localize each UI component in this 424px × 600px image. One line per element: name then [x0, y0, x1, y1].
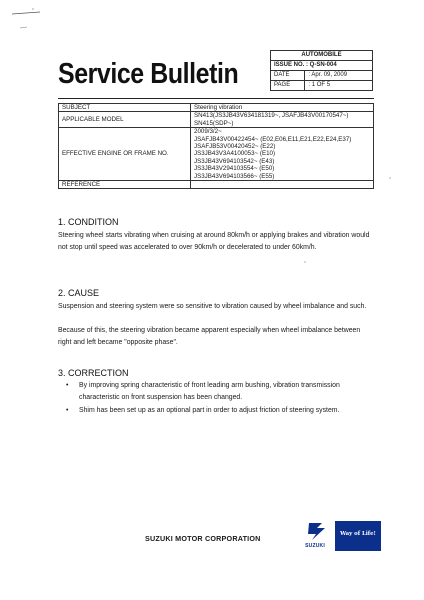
subject-label: SUBJECT [59, 104, 191, 112]
date-label: DATE [271, 71, 305, 81]
model-line: SN415(SDP~) [194, 119, 234, 127]
cause-text-2: Because of this, the steering vibration became apparent especially when wheel imbalance between right and left became "opposite phase". [58, 327, 361, 346]
bullet-icon: • [66, 382, 69, 389]
reference-value [191, 181, 374, 189]
cause-heading: 2. CAUSE [58, 288, 100, 298]
slogan-text: Way of Life! [340, 531, 376, 537]
engine-line: JS3JB43V694103542~ (E43) [194, 157, 275, 165]
reference-row [59, 181, 374, 189]
subject-value: Steering vibration [191, 104, 374, 112]
slogan-badge [335, 521, 381, 551]
model-label: APPLICABLE MODEL [59, 112, 191, 128]
subject-row [59, 104, 374, 112]
engine-value [191, 128, 374, 181]
engine-line: 2009/3/2~ [194, 128, 222, 136]
bullet-icon: • [66, 406, 69, 414]
list-item [58, 405, 374, 417]
condition-text: Steering wheel starts vibrating when cruising at around 80km/h or applying brakes and vibration would not stop until speed was accelerated to over 90km/h or decelerated to under 60km/h. [58, 232, 370, 251]
engine-line: JS3JB43V3A4100053~ (E10) [194, 150, 276, 158]
page-title: Service Bulletin [58, 58, 239, 90]
category-label: AUTOMOBILE [271, 51, 373, 61]
date-value: : Apr. 09, 2009 [305, 71, 373, 81]
page-label: PAGE [271, 81, 305, 91]
cause-text-1: Suspension and steering system were so sensitive to vibration caused by wheel imbalance and such. [58, 303, 367, 310]
bulletin-info-table [58, 103, 374, 189]
header-rule [58, 98, 374, 99]
model-line: SN413(JS3JB43V634181319~, JSAFJB43V00170547~) [194, 112, 349, 120]
engine-line: JS3JB43V694103566~ (E55) [194, 172, 275, 180]
engine-line: JS3JB43V294103554~ (E50) [194, 165, 275, 173]
issue-number: ISSUE NO. : Q-SN-004 [271, 61, 373, 71]
correction-list [58, 380, 374, 417]
correction-item-text: By improving spring characteristic of front leading arm bushing, vibration transmission characteristic on front suspension has been changed. [79, 382, 340, 401]
reference-label: REFERENCE [59, 181, 191, 189]
bulletin-header-box [270, 50, 373, 91]
correction-item-text: Shim has been set up as an optional part in order to adjust friction of steering system. [79, 406, 340, 414]
company-name: SUZUKI MOTOR CORPORATION [145, 534, 261, 543]
engine-label: EFFECTIVE ENGINE OR FRAME NO. [59, 128, 191, 181]
correction-heading: 3. CORRECTION [58, 368, 129, 378]
engine-line: JSAFJB43V00422454~ (E02,E06,E11,E21,E22,E24,E37) [194, 135, 352, 143]
engine-row [59, 128, 374, 181]
engine-line: JSAFJB53V00420452~ (E22) [194, 143, 276, 151]
list-item [58, 380, 374, 404]
suzuki-logo-text: SUZUKI [305, 543, 325, 549]
model-value [191, 112, 374, 128]
page-number: : 1 OF 5 [305, 81, 373, 91]
condition-heading: 1. CONDITION [58, 217, 119, 227]
model-row [59, 112, 374, 128]
